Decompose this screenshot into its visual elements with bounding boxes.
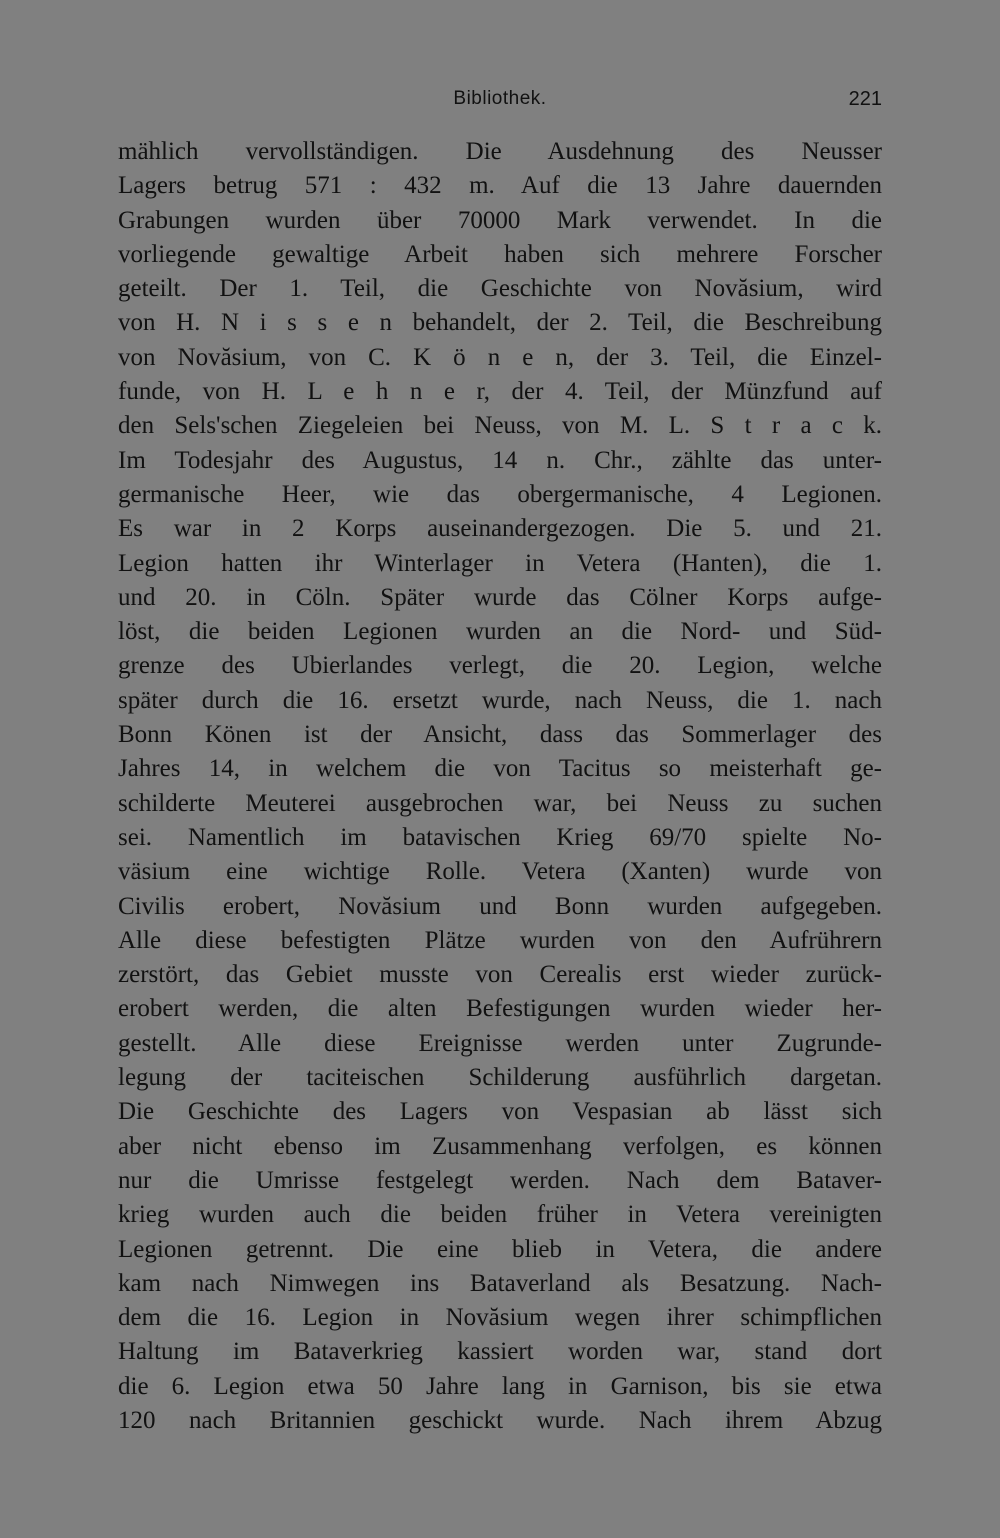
text-line: Die Geschichte des Lagers von Vespasian ab lässt sich: [118, 1098, 882, 1126]
text-line: erobert werden, die alten Befestigungen wurden wieder her-: [118, 995, 882, 1023]
page-number: 221: [848, 88, 882, 110]
text-line: väsium eine wichtige Rolle. Vetera (Xanten) wurde von: [118, 858, 882, 886]
text-line: Lagers betrug 571 : 432 m. Auf die 13 Jahre dauernden: [118, 172, 882, 200]
text-line: von Novăsium, von C. K ö n e n, der 3. Teil, die Einzel-: [118, 343, 882, 371]
text-line: sei. Namentlich im batavischen Krieg 69/70 spielte No-: [118, 823, 882, 851]
text-line: Alle diese befestigten Plätze wurden von den Aufrührern: [118, 926, 882, 954]
text-line: germanische Heer, wie das obergermanische, 4 Legionen.: [118, 480, 882, 508]
text-line: Legion hatten ihr Winterlager in Vetera (Hanten), die 1.: [118, 549, 882, 577]
text-line: zerstört, das Gebiet musste von Cerealis erst wieder zurück-: [118, 961, 882, 989]
text-line: aber nicht ebenso im Zusammenhang verfolgen, es können: [118, 1132, 882, 1160]
text-line: gestellt. Alle diese Ereignisse werden unter Zugrunde-: [118, 1029, 882, 1057]
text-line: schilderte Meuterei ausgebrochen war, bei Neuss zu suchen: [118, 789, 882, 817]
text-line: nur die Umrisse festgelegt werden. Nach dem Bataver-: [118, 1166, 882, 1194]
body-text: [118, 135, 882, 1438]
text-line: legung der taciteischen Schilderung ausführlich dargetan.: [118, 1064, 882, 1092]
text-line: Bonn Könen ist der Ansicht, dass das Sommerlager des: [118, 721, 882, 749]
text-line: Jahres 14, in welchem die von Tacitus so meisterhaft ge-: [118, 755, 882, 783]
text-line: krieg wurden auch die beiden früher in Vetera vereinigten: [118, 1201, 882, 1229]
text-line: dem die 16. Legion in Novăsium wegen ihrer schimpflichen: [118, 1304, 882, 1332]
text-line: Haltung im Bataverkrieg kassiert worden war, stand dort: [118, 1338, 882, 1366]
text-line: von H. N i s s e n behandelt, der 2. Teil, die Beschreibung: [118, 309, 882, 337]
text-line: die 6. Legion etwa 50 Jahre lang in Garnison, bis sie etwa: [118, 1372, 882, 1400]
text-line: Im Todesjahr des Augustus, 14 n. Chr., zählte das unter-: [118, 446, 882, 474]
text-line: und 20. in Cöln. Später wurde das Cölner Korps aufge-: [118, 583, 882, 611]
text-line: vorliegende gewaltige Arbeit haben sich mehrere Forscher: [118, 240, 882, 268]
running-head: Bibliothek.: [453, 88, 547, 109]
text-line: Es war in 2 Korps auseinandergezogen. Die 5. und 21.: [118, 515, 882, 543]
text-line: Grabungen wurden über 70000 Mark verwendet. In die: [118, 206, 882, 234]
text-line: mählich vervollständigen. Die Ausdehnung des Neusser: [118, 138, 882, 165]
text-line: funde, von H. L e h n e r, der 4. Teil, der Münzfund auf: [118, 378, 882, 406]
text-line: geteilt. Der 1. Teil, die Geschichte von Novăsium, wird: [118, 275, 882, 303]
page-header: [118, 82, 882, 116]
text-line: löst, die beiden Legionen wurden an die Nord- und Süd-: [118, 618, 882, 646]
text-line: kam nach Nimwegen ins Bataverland als Besatzung. Nach-: [118, 1269, 882, 1297]
text-line: 120 nach Britannien geschickt wurde. Nach ihrem Abzug: [118, 1406, 882, 1434]
text-line: Legionen getrennt. Die eine blieb in Vetera, die andere: [118, 1235, 882, 1263]
text-line: Civilis erobert, Novăsium und Bonn wurden aufgegeben.: [118, 892, 882, 920]
text-line: grenze des Ubierlandes verlegt, die 20. Legion, welche: [118, 652, 882, 680]
text-line: später durch die 16. ersetzt wurde, nach Neuss, die 1. nach: [118, 686, 882, 714]
text-line: den Sels'schen Ziegeleien bei Neuss, von M. L. S t r a c k.: [118, 412, 882, 440]
